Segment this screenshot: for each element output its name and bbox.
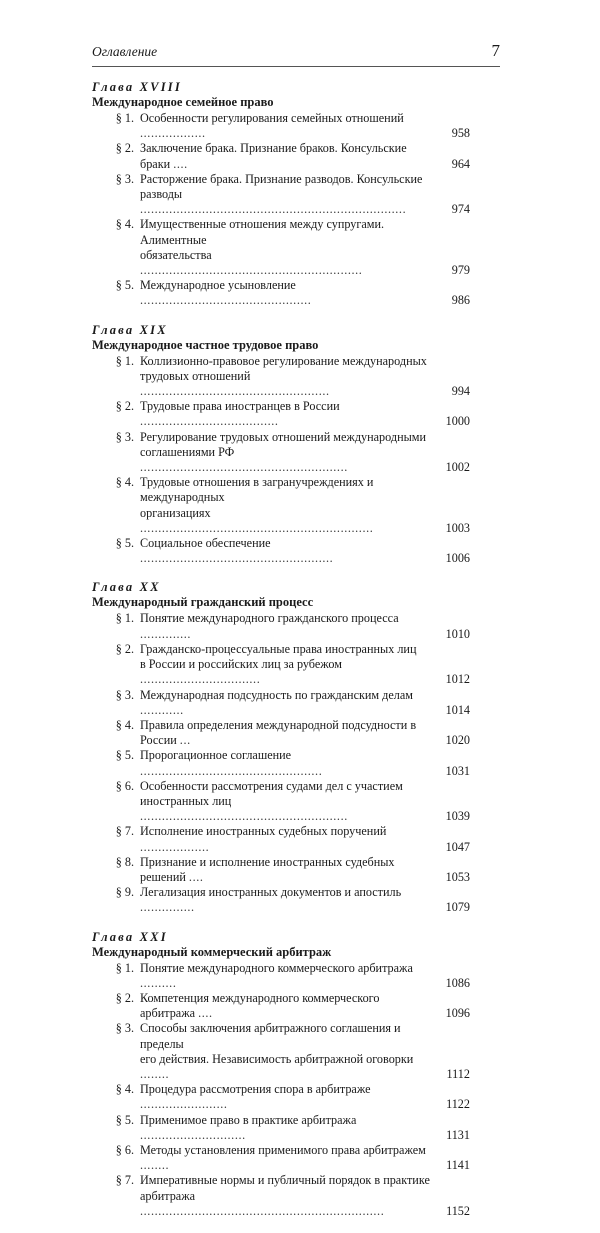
section-number: § 5. [115, 748, 134, 763]
section-page-number: 1086 [445, 975, 470, 990]
leader-dots: ........ [140, 1066, 170, 1081]
section-number: § 1. [115, 611, 134, 626]
section-page-number: 1006 [445, 551, 470, 566]
section-page-number: 1003 [445, 520, 470, 535]
leader-dots: ..................................................... [140, 551, 334, 566]
section-number: § 1. [115, 960, 134, 975]
section-title [140, 1173, 432, 1219]
section-title-line: Заключение брака. Признание браков. Консульские браки [140, 141, 407, 171]
section-title-line: обязательства [140, 247, 212, 262]
toc-entry[interactable] [92, 718, 470, 748]
section-title-line: Особенности регулирования семейных отношений [140, 111, 404, 125]
section-title-line: арбитража [140, 1188, 196, 1203]
section-page-number: 1141 [446, 1158, 470, 1173]
section-page-number: 1012 [445, 672, 470, 687]
section-title [140, 1113, 432, 1143]
section-title [140, 824, 432, 854]
toc-entry[interactable] [92, 536, 470, 566]
section-page-number: 986 [451, 293, 470, 308]
section-number: § 4. [115, 1082, 134, 1097]
section-page-number: 1079 [445, 900, 470, 915]
toc-entry[interactable] [92, 1143, 470, 1173]
chapter-block [92, 323, 470, 567]
section-page-number: 994 [451, 384, 470, 399]
toc-entry[interactable] [92, 430, 470, 476]
leader-dots: ............... [140, 900, 195, 915]
chapter-title: Международное частное трудовое право [92, 337, 319, 352]
section-number: § 7. [115, 824, 134, 839]
toc-entry[interactable] [92, 855, 470, 885]
section-page-number: 1122 [446, 1097, 470, 1112]
section-title-line: Международная подсудность по гражданским делам [140, 687, 413, 702]
section-title-line: Особенности рассмотрения судами дел с участием [140, 778, 403, 793]
toc-entry[interactable] [92, 961, 470, 991]
toc-entry[interactable] [92, 111, 470, 141]
section-page-number: 1002 [445, 460, 470, 475]
section-number: § 6. [115, 1142, 134, 1157]
toc-entry[interactable] [92, 748, 470, 778]
chapter-block [92, 930, 470, 1219]
section-title-line: Социальное обеспечение [140, 536, 271, 551]
section-title-line: Коллизионно-правовое регулирование международных [140, 353, 427, 368]
section-title [140, 172, 432, 218]
running-header [92, 41, 500, 64]
section-page-number: 1010 [445, 626, 470, 641]
section-page-number: 974 [451, 202, 470, 217]
section-number: § 5. [115, 278, 134, 293]
leader-dots: ......................................................................... [140, 202, 407, 217]
section-title-line: Правила определения международной подсудности в России [140, 717, 417, 748]
running-header-title: Оглавление [92, 44, 158, 59]
page-number: 7 [491, 41, 500, 60]
leader-dots: ... [179, 733, 191, 748]
chapter-block [92, 80, 470, 309]
section-title-line: его действия. Независимость арбитражной оговорки [140, 1051, 414, 1066]
section-title [140, 354, 432, 400]
toc-entry[interactable] [92, 991, 470, 1021]
leader-dots: ................................................................ [140, 520, 374, 535]
section-title-line: Императивные нормы и публичный порядок в практике [140, 1173, 430, 1188]
section-page-number: 1112 [446, 1066, 470, 1081]
section-number: § 8. [115, 854, 134, 869]
section-page-number: 1000 [445, 414, 470, 429]
toc-entry[interactable] [92, 475, 470, 536]
leader-dots: ................... [140, 839, 210, 854]
section-number: § 7. [115, 1173, 134, 1188]
toc-entry[interactable] [92, 779, 470, 825]
chapter-label: Глава XIX [92, 322, 168, 337]
leader-dots: .... [198, 1006, 213, 1021]
section-title [140, 855, 432, 885]
section-page-number: 1014 [445, 702, 470, 717]
chapter-title: Международный коммерческий арбитраж [92, 944, 332, 959]
leader-dots: .................................................... [140, 384, 330, 399]
section-title-line: соглашениями РФ [140, 444, 235, 459]
leader-dots: .... [188, 869, 204, 884]
section-title [140, 642, 432, 688]
leader-dots: ...................................... [140, 414, 279, 429]
leader-dots: ............................................................. [140, 263, 363, 278]
section-title-line: Расторжение брака. Признание разводов. Консульские [140, 171, 423, 186]
section-title-line: Понятие международного гражданского процесса [140, 611, 399, 626]
section-title-line: Методы установления применимого права арбитражем [140, 1142, 426, 1157]
section-title-line: Гражданско-процессуальные права иностранных лиц [140, 641, 417, 656]
toc-entry[interactable] [92, 885, 470, 915]
section-number: § 3. [115, 429, 134, 444]
section-title [140, 430, 432, 476]
toc-entry[interactable] [92, 217, 470, 278]
section-title-line: в России и российских лиц за рубежом [140, 657, 342, 672]
section-number: § 2. [115, 399, 134, 414]
section-title-line: Признание и исполнение иностранных судебных решений [140, 854, 395, 884]
header-rule [92, 66, 500, 67]
section-title-line: Применимое право в практике арбитража [140, 1112, 357, 1127]
section-number: § 4. [115, 217, 134, 232]
section-page-number: 1053 [445, 869, 470, 884]
section-title [140, 475, 432, 536]
section-title-line: Трудовые отношения в загранучреждениях и международных [140, 475, 374, 505]
section-title [140, 141, 432, 171]
section-title-line: организациях [140, 505, 211, 520]
section-title [140, 217, 432, 278]
section-number: § 2. [115, 990, 134, 1005]
section-title-line: Международное усыновление [140, 278, 296, 293]
section-page-number: 964 [451, 156, 470, 171]
leader-dots: ........ [140, 1158, 170, 1173]
section-title-line: Регулирование трудовых отношений международными [140, 429, 427, 444]
section-page-number: 1031 [445, 763, 470, 778]
section-number: § 4. [115, 475, 134, 490]
section-page-number: 979 [451, 263, 470, 278]
section-title-line: Способы заключения арбитражного соглашения и пределы [140, 1021, 401, 1051]
section-number: § 3. [115, 171, 134, 186]
section-title-line: Процедура рассмотрения спора в арбитраже [140, 1082, 371, 1097]
section-page-number: 1096 [445, 1006, 470, 1021]
leader-dots: ......................................................... [140, 460, 348, 475]
toc-entry[interactable] [92, 141, 470, 171]
leader-dots: ........................ [140, 1097, 228, 1112]
section-number: § 1. [115, 353, 134, 368]
section-page-number: 1152 [446, 1203, 470, 1218]
section-title-line: Исполнение иностранных судебных поручений [140, 824, 387, 839]
section-number: § 1. [115, 111, 134, 125]
section-number: § 4. [115, 717, 134, 732]
leader-dots: ......................................................... [140, 809, 348, 824]
leader-dots: ................................. [140, 672, 261, 687]
section-title-line: трудовых отношений [140, 368, 251, 383]
section-number: § 9. [115, 885, 134, 900]
chapter-title: Международный гражданский процесс [92, 595, 314, 610]
section-title-line: Трудовые права иностранцев в России [140, 399, 340, 414]
section-number: § 3. [115, 1021, 134, 1036]
section-number: § 5. [115, 536, 134, 551]
section-title [140, 718, 432, 748]
section-page-number: 1020 [445, 733, 470, 748]
leader-dots: ................................................................... [140, 1203, 385, 1218]
toc-entry[interactable] [92, 399, 470, 429]
toc-entry[interactable] [92, 688, 470, 718]
section-title [140, 1021, 432, 1082]
section-title-line: Легализация иностранных документов и апостиль [140, 885, 402, 900]
section-title [140, 399, 432, 429]
section-number: § 2. [115, 641, 134, 656]
section-number: § 5. [115, 1112, 134, 1127]
chapter-block [92, 580, 470, 915]
section-page-number: 958 [451, 126, 470, 141]
toc-entry[interactable] [92, 611, 470, 641]
section-number: § 2. [115, 141, 134, 156]
leader-dots: .................. [140, 126, 206, 141]
section-title-line: иностранных лиц [140, 793, 232, 808]
section-title [140, 536, 432, 566]
section-title-line: Понятие международного коммерческого арбитража [140, 960, 413, 975]
leader-dots: .............. [140, 626, 192, 641]
toc-entry[interactable] [92, 824, 470, 854]
section-page-number: 1039 [445, 809, 470, 824]
section-page-number: 1047 [445, 839, 470, 854]
toc-entry[interactable] [92, 354, 470, 400]
leader-dots: .................................................. [140, 763, 323, 778]
toc-entry[interactable] [92, 1082, 470, 1112]
section-page-number: 1131 [446, 1127, 470, 1142]
chapter-label: Глава XXI [92, 929, 168, 944]
leader-dots: ............ [140, 702, 184, 717]
section-title [140, 1143, 432, 1173]
section-title [140, 111, 432, 141]
section-title [140, 278, 432, 308]
section-title [140, 688, 432, 718]
section-number: § 6. [115, 778, 134, 793]
chapter-title: Международное семейное право [92, 95, 274, 109]
toc-entry[interactable] [92, 278, 470, 308]
section-title [140, 611, 432, 641]
toc-entry[interactable] [92, 1021, 470, 1082]
leader-dots: .... [173, 156, 188, 171]
toc-entry[interactable] [92, 1113, 470, 1143]
leader-dots: .......... [140, 975, 177, 990]
section-title-line: Компетенция международного коммерческого арбитража [140, 990, 380, 1021]
toc-entry[interactable] [92, 642, 470, 688]
leader-dots: ............................................... [140, 293, 312, 308]
section-title-line: разводы [140, 187, 183, 202]
leader-dots: ............................. [140, 1127, 246, 1142]
section-title [140, 779, 432, 825]
section-title-line: Имущественные отношения между супругами. Алиментные [140, 217, 385, 247]
section-title [140, 991, 432, 1021]
section-title-line: Пророгационное соглашение [140, 748, 292, 763]
toc-entry[interactable] [92, 1173, 470, 1219]
section-title [140, 1082, 432, 1112]
section-number: § 3. [115, 687, 134, 702]
chapter-label: Глава XVIII [92, 80, 182, 94]
toc-entry[interactable] [92, 172, 470, 218]
section-title [140, 961, 432, 991]
chapter-label: Глава XX [92, 580, 161, 595]
section-title [140, 748, 432, 778]
section-title [140, 885, 432, 915]
table-of-contents [92, 80, 470, 1233]
